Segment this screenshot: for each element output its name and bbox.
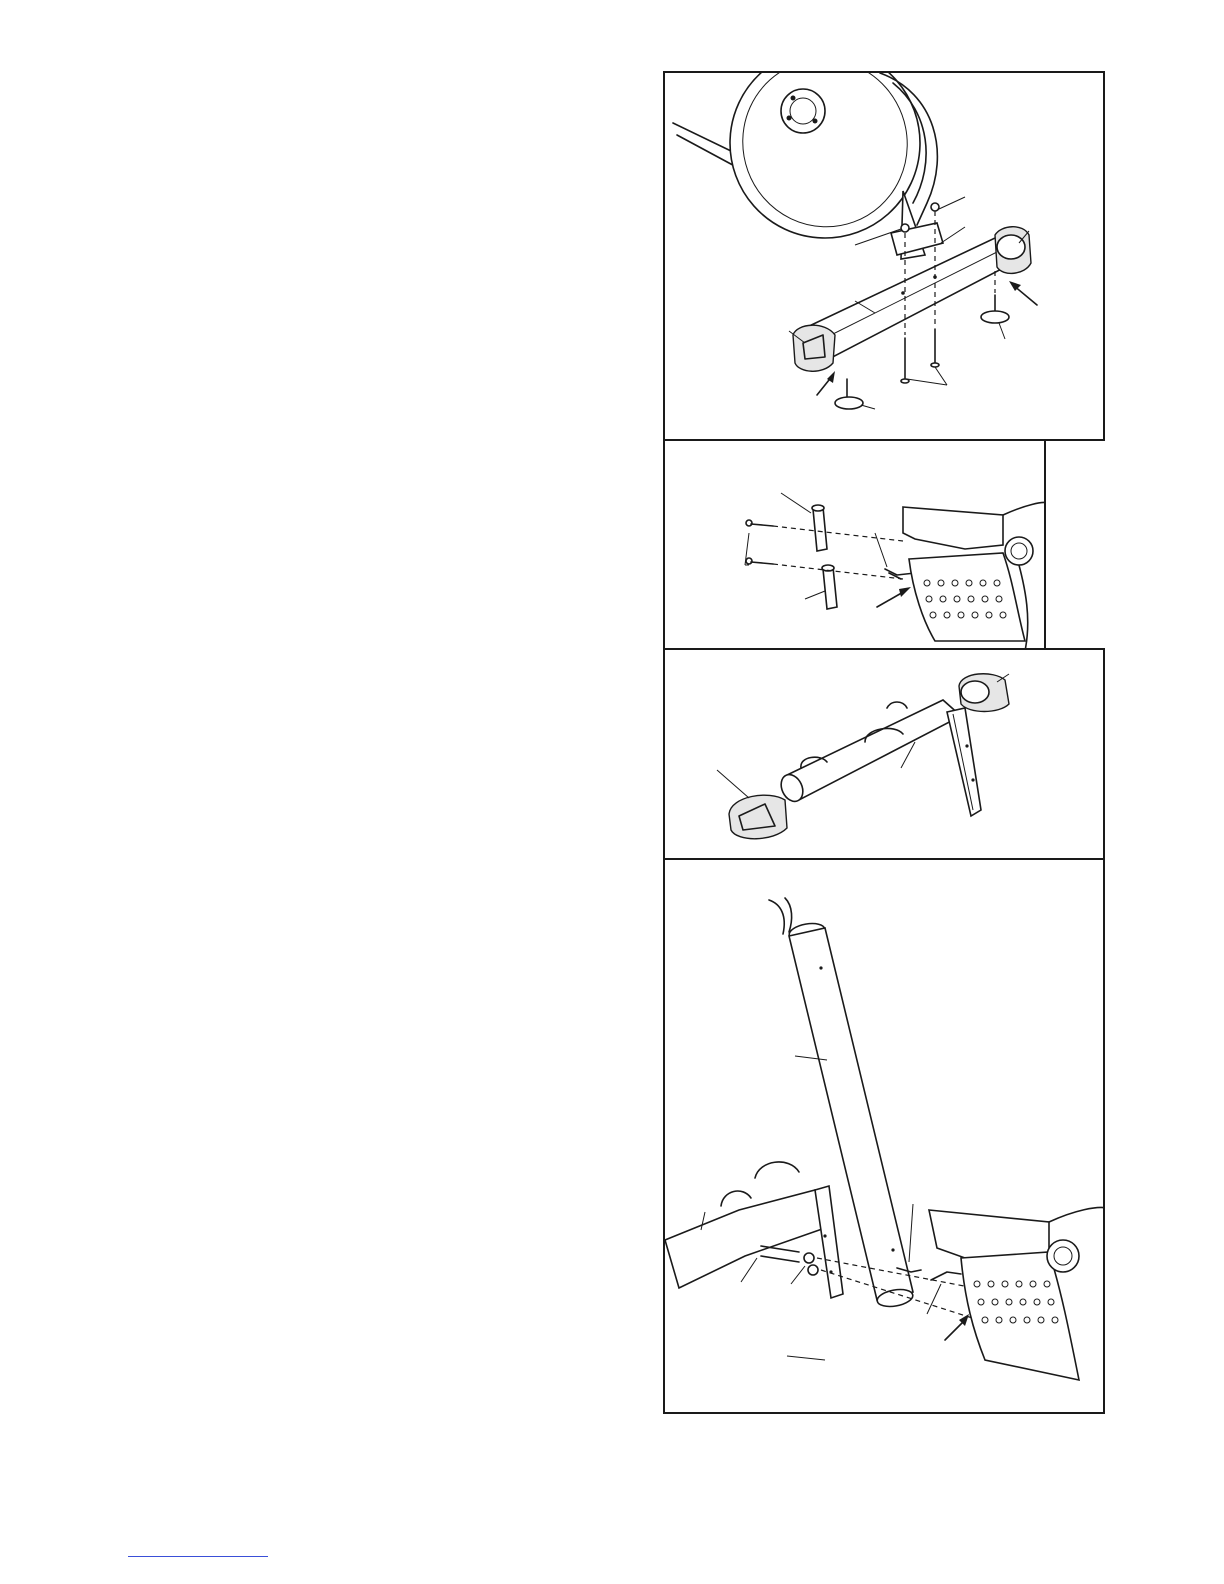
- figure-2-drawing: [665, 441, 1046, 650]
- bolt-icon: [746, 520, 773, 564]
- wire-harness-icon: [769, 898, 792, 934]
- pin-icon: [812, 505, 837, 609]
- figure-1-stabilizer-panel: [663, 71, 1105, 441]
- endcap-left-icon: [729, 795, 787, 839]
- upright-tube-icon: [788, 921, 914, 1309]
- upright-bracket-icon: [947, 708, 981, 816]
- footer-link-rule[interactable]: [128, 1556, 268, 1557]
- figure-1-drawing: [665, 73, 1105, 441]
- endcap-right-icon: [995, 227, 1031, 274]
- figure-3-drawing: [665, 650, 1105, 860]
- upright-bracket-icon: [815, 1186, 843, 1298]
- arrow-icon: [945, 1314, 969, 1340]
- washer-icon: [804, 1253, 818, 1275]
- figure-4-drawing: [665, 860, 1105, 1414]
- arrow-icon: [877, 587, 911, 607]
- bolt-icon: [901, 329, 939, 383]
- frame-tube-icon: [665, 1162, 825, 1288]
- pedal-plate-icon: [929, 1208, 1105, 1380]
- figure-4-upright-panel: [663, 858, 1105, 1414]
- frame-tube-icon: [777, 700, 961, 805]
- endcap-left-icon: [793, 325, 835, 371]
- figure-3-frame-panel: [663, 648, 1105, 860]
- figure-2-pedal-arm-panel: [663, 439, 1046, 650]
- pedal-plate-icon: [903, 503, 1046, 651]
- instruction-text-column: [0, 0, 640, 1500]
